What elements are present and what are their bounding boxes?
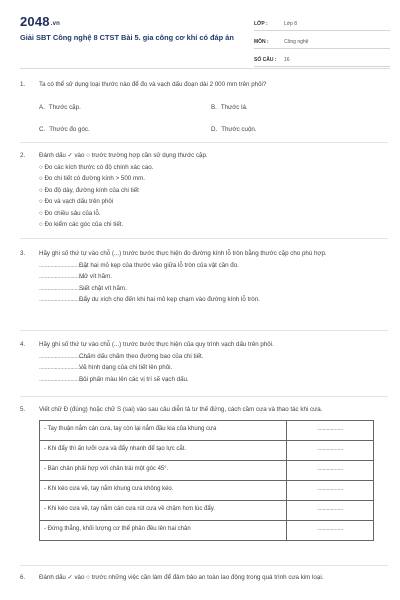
step-text: Mở vít hãm. xyxy=(79,273,112,280)
option-text: Thước cuộn. xyxy=(221,125,257,133)
document-title: Giải SBT Công nghệ 8 CTST Bài 5. gia công cơ khí có đáp án xyxy=(20,33,234,42)
fill-item xyxy=(39,351,388,363)
answer-options xyxy=(39,97,388,141)
answer-cell[interactable]: ................... xyxy=(287,480,374,500)
option-key: A. xyxy=(39,103,45,111)
statement-cell: - Bàn chân phải hợp với chân trái một góc 45°. xyxy=(40,460,287,480)
option-d[interactable] xyxy=(211,124,383,136)
option-c[interactable] xyxy=(39,124,211,136)
question-text: Đánh dấu ✓ vào ○ trước trường hợp cần sử dụng thước cặp. xyxy=(39,152,208,159)
question-text: Hãy ghi số thứ tự vào chỗ (...) trước bước thực hiện đo đường kính lỗ tròn bằng thước cặp cho phù hợp. xyxy=(39,250,327,257)
answer-blank[interactable]: .................................. xyxy=(39,273,88,280)
question-number: 2. xyxy=(20,152,26,159)
logo-suffix: .vn xyxy=(50,21,61,27)
fill-item xyxy=(39,283,388,295)
question-number: 5. xyxy=(20,406,26,413)
answer-blank[interactable]: .................................. xyxy=(39,352,88,360)
option-key: B. xyxy=(211,103,217,111)
answer-blank[interactable]: .................................. xyxy=(39,375,88,383)
option-a[interactable] xyxy=(39,102,211,114)
statement-cell: - Đứng thẳng, khối lượng cơ thể phân đều lên hai chân xyxy=(40,520,287,540)
statement-cell: - Khi đẩy thì ấn lưỡi cưa và đẩy nhanh để tạo lực cắt. xyxy=(40,440,287,460)
option-text: Thước cặp. xyxy=(48,103,81,111)
statement-cell: - Tay thuận nắm cán cưa, tay còn lại nắm đầu kia của khung cưa xyxy=(40,420,287,440)
true-false-table xyxy=(39,420,374,541)
question-text: Viết chữ Đ (đúng) hoặc chữ S (sai) vào sau câu diễn tả tư thế đứng, cách cầm cưa và thao tác khi cưa. xyxy=(39,406,323,413)
question-number: 6. xyxy=(20,574,26,581)
fill-item xyxy=(39,362,388,374)
question-2 xyxy=(20,150,388,231)
answer-blank[interactable]: .................................. xyxy=(39,284,88,292)
fill-item xyxy=(39,294,388,306)
option-row xyxy=(39,97,388,119)
option-b[interactable] xyxy=(211,102,383,114)
answer-cell[interactable]: ................... xyxy=(287,440,374,460)
step-text: Đặt hai mỏ kẹp của thước vào giữa lỗ tròn của vật cần đo. xyxy=(79,261,239,269)
question-number: 3. xyxy=(20,250,26,257)
option-key: D. xyxy=(211,125,218,133)
checkbox-item[interactable]: ○ Đo chi tiết có đường kính > 500 mm. xyxy=(39,175,146,182)
checkbox-item[interactable]: ○ Đo và vạch dấu trên phôi xyxy=(39,198,114,205)
answer-cell[interactable]: ................... xyxy=(287,460,374,480)
table-row xyxy=(40,500,374,520)
question-1 xyxy=(20,79,388,141)
meta-value: Công nghệ xyxy=(284,38,309,45)
question-number: 4. xyxy=(20,341,26,348)
question-number: 1. xyxy=(20,81,26,88)
table-row xyxy=(40,520,374,540)
checkbox-item[interactable]: ○ Đo kiểm các góc của chi tiết. xyxy=(39,221,124,228)
answer-cell[interactable]: ................... xyxy=(287,520,374,540)
table-row xyxy=(40,460,374,480)
checkbox-item[interactable]: ○ Đo các kích thước có độ chính xác cao. xyxy=(39,163,154,171)
answer-cell[interactable]: ................... xyxy=(287,500,374,520)
header-divider xyxy=(20,68,390,69)
table-row xyxy=(40,440,374,460)
question-text: Đánh dấu ✓ vào ○ trước những việc cần làm để đảm bảo an toàn lao động trong quá trình cưa kim loại. xyxy=(39,574,324,581)
question-divider xyxy=(20,396,388,397)
meta-info xyxy=(254,17,390,71)
table-row xyxy=(40,420,374,440)
step-text: Vẽ hình dạng của chi tiết lên phôi. xyxy=(79,364,173,371)
option-key: C. xyxy=(39,125,46,133)
question-5 xyxy=(20,404,388,541)
checkbox-item[interactable]: ○ Đo chiều sâu của lỗ. xyxy=(39,209,101,217)
answer-blank[interactable]: .................................. xyxy=(39,296,88,303)
question-3 xyxy=(20,248,388,306)
meta-row-subject xyxy=(254,35,390,49)
meta-label: SỐ CÂU : xyxy=(254,56,277,63)
question-divider xyxy=(20,142,388,143)
table-row xyxy=(40,480,374,500)
meta-label: MÔN : xyxy=(254,38,269,45)
meta-row-class xyxy=(254,17,390,31)
meta-row-count xyxy=(254,53,390,67)
step-text: Chấm dấu chấm theo đường bao của chi tiết. xyxy=(79,352,204,360)
fill-item xyxy=(39,260,388,272)
option-text: Thước đo góc. xyxy=(49,125,90,133)
question-6 xyxy=(20,572,388,584)
statement-cell: - Khi kéo cưa về, tay nắm cán cưa rút cưa về chậm hơn lúc đẩy. xyxy=(40,500,287,520)
step-text: Bôi phấn màu lên các vị trí sẽ vạch dấu. xyxy=(79,375,189,383)
question-4 xyxy=(20,339,388,385)
site-logo[interactable] xyxy=(20,14,60,29)
step-text: Đẩy du xích cho đến khi hai mỏ kẹp chạm vào đường kính lỗ tròn. xyxy=(79,296,260,303)
logo-text: 2048 xyxy=(20,14,50,29)
question-divider xyxy=(20,330,388,331)
question-divider xyxy=(20,238,388,239)
question-text: Hãy ghi số thứ tự vào chỗ (...) trước bước thực hiện của quy trình vạch dấu trên phôi. xyxy=(39,341,274,348)
fill-item xyxy=(39,374,388,386)
meta-value: Lớp 8 xyxy=(284,20,298,27)
statement-cell: - Khi kéo cưa về, tay nắm khung cưa không kéo. xyxy=(40,480,287,500)
answer-cell[interactable]: ................... xyxy=(287,420,374,440)
step-text: Siết chặt vít hãm. xyxy=(79,284,127,292)
checkbox-item[interactable]: ○ Đo độ dày, đường kính của chi tiết xyxy=(39,186,139,194)
question-text: Ta có thể sử dụng loại thước nào để đo và vạch dấu đoạn dài 2 000 mm trên phôi? xyxy=(39,81,267,88)
question-divider xyxy=(20,565,388,566)
answer-blank[interactable]: .................................. xyxy=(39,261,88,269)
meta-label: LỚP : xyxy=(254,20,268,27)
option-text: Thước lá. xyxy=(220,103,248,111)
answer-blank[interactable]: .................................. xyxy=(39,364,88,371)
option-row xyxy=(39,119,388,141)
meta-value: 16 xyxy=(284,56,290,63)
fill-item xyxy=(39,271,388,283)
